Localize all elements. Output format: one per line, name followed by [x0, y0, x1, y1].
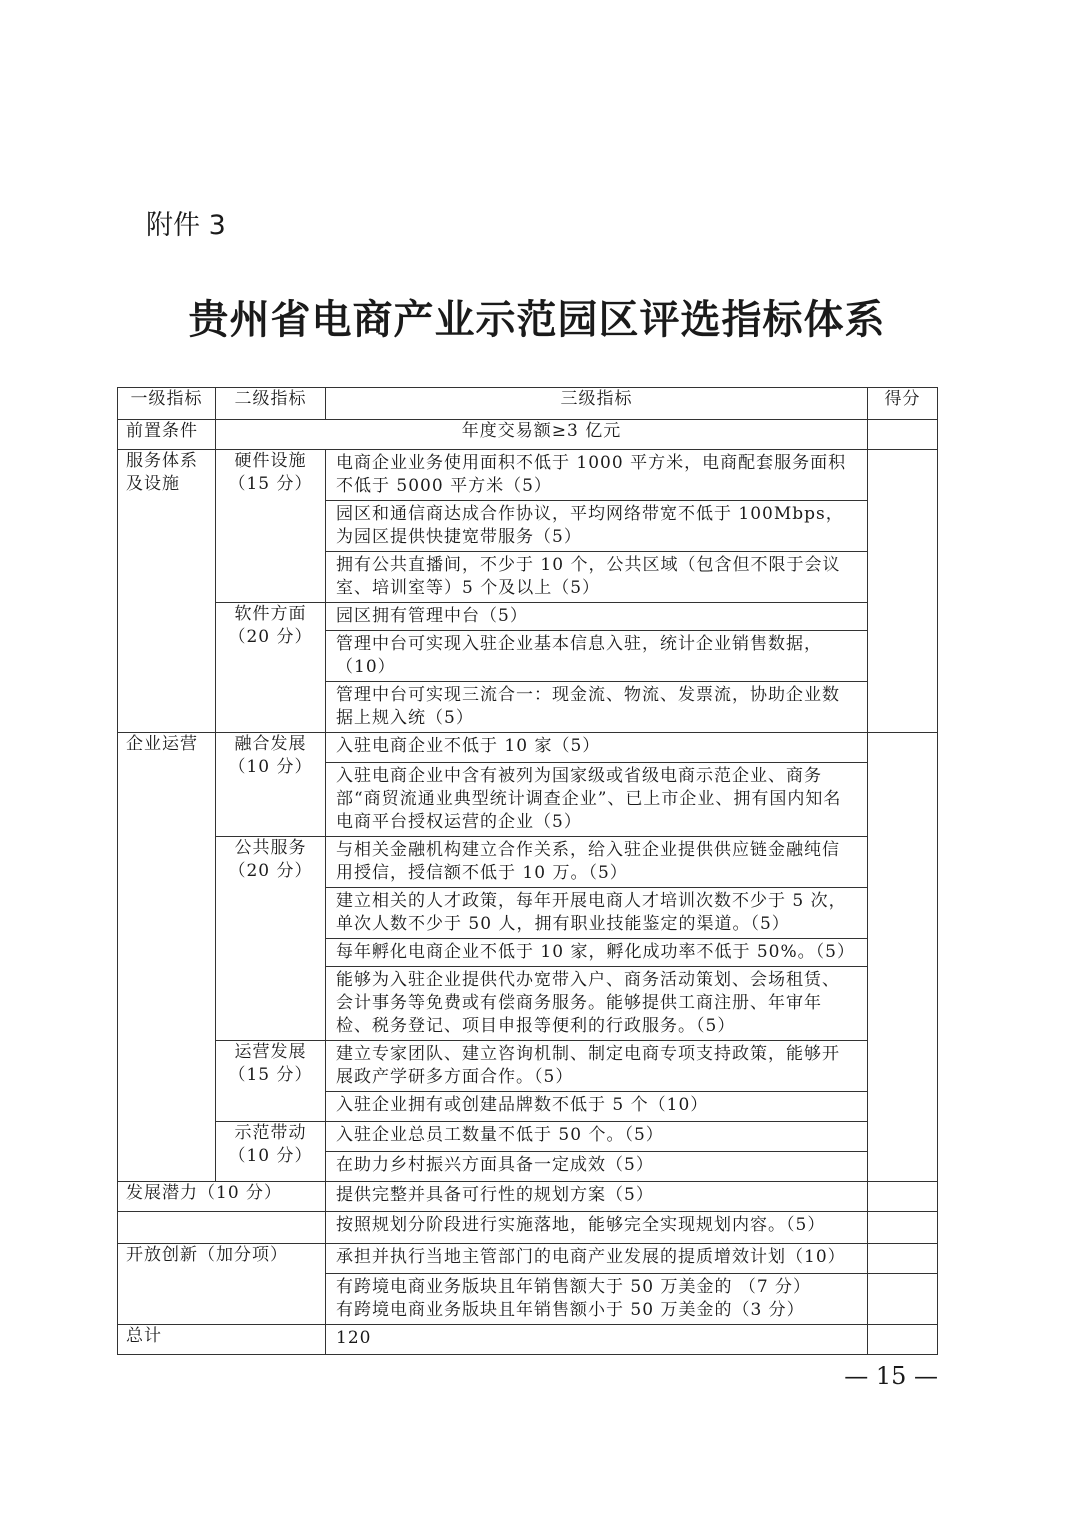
level3-item: 入驻电商企业不低于 10 家（5）: [326, 733, 868, 763]
level2-public-service: 公共服务（20 分）: [216, 837, 326, 1041]
level3-item: 能够为入驻企业提供代办宽带入户、商务活动策划、会场租赁、会计事务等免费或有偿商务服务。能够提供工商注册、年审年检、税务登记、项目申报等便利的行政服务。（5）: [326, 967, 868, 1041]
header-score: 得分: [868, 388, 938, 420]
header-row: [118, 388, 938, 420]
table-row: [118, 1182, 938, 1212]
level3-item: 按照规划分阶段进行实施落地，能够完全实现规划内容。（5）: [326, 1212, 868, 1244]
score-cell: [868, 1182, 938, 1212]
level3-item: 提供完整并具备可行性的规划方案（5）: [326, 1182, 868, 1212]
level3-item: 入驻企业拥有或创建品牌数不低于 5 个（10）: [326, 1092, 868, 1122]
level3-line: 有跨境电商业务版块且年销售额小于 50 万美金的（3 分）: [336, 1300, 805, 1320]
level2-hardware: 硬件设施（15 分）: [216, 450, 326, 603]
table-row: [118, 603, 938, 631]
header-level1: 一级指标: [118, 388, 216, 420]
score-cell: [868, 450, 938, 733]
table-row: [118, 1212, 938, 1244]
level2-demo: 示范带动（10 分）: [216, 1122, 326, 1182]
level1-innovation: 开放创新（加分项）: [118, 1244, 326, 1325]
total-row: [118, 1325, 938, 1355]
total-value: 120: [326, 1325, 868, 1355]
page-title: 贵州省电商产业示范园区评选指标体系: [188, 296, 886, 343]
level3-item: 承担并执行当地主管部门的电商产业发展的提质增效计划（10）: [326, 1244, 868, 1274]
score-cell: [868, 420, 938, 450]
indicator-table: [117, 387, 938, 1355]
table-row: [118, 837, 938, 888]
level3-item: 在助力乡村振兴方面具备一定成效（5）: [326, 1152, 868, 1182]
precondition-label: 前置条件: [118, 420, 216, 450]
score-cell: [868, 1274, 938, 1325]
level3-item-crossborder: [326, 1274, 868, 1325]
level3-item: 拥有公共直播间，不少于 10 个，公共区域（包含但不限于会议室、培训室等）5 个及以上（5）: [326, 552, 868, 603]
empty-cell: [118, 1212, 326, 1244]
table-row: [118, 1041, 938, 1092]
level3-item: 每年孵化电商企业不低于 10 家，孵化成功率不低于 50%。（5）: [326, 939, 868, 967]
header-level3: 三级指标: [326, 388, 868, 420]
header-level2: 二级指标: [216, 388, 326, 420]
level3-item: 建立专家团队、建立咨询机制、制定电商专项支持政策，能够开展政产学研多方面合作。（5）: [326, 1041, 868, 1092]
score-cell: [868, 733, 938, 1182]
page-number: — 15 —: [844, 1362, 938, 1390]
attachment-label: 附件 3: [146, 210, 226, 241]
precondition-value: 年度交易额≥3 亿元: [216, 420, 868, 450]
score-cell: [868, 1244, 938, 1274]
level3-item: 与相关金融机构建立合作关系，给入驻企业提供供应链金融纯信用授信，授信额不低于 10 万。（5）: [326, 837, 868, 888]
level2-ops-dev: 运营发展（15 分）: [216, 1041, 326, 1122]
level1-service: 服务体系及设施: [118, 450, 216, 733]
level2-software: 软件方面（20 分）: [216, 603, 326, 733]
total-label: 总计: [118, 1325, 326, 1355]
level3-line: 有跨境电商业务版块且年销售额大于 50 万美金的 （7 分）: [336, 1277, 812, 1297]
level1-potential: 发展潜力（10 分）: [118, 1182, 326, 1212]
level1-operation: 企业运营: [118, 733, 216, 1182]
table-row: [118, 1122, 938, 1152]
level3-item: 管理中台可实现入驻企业基本信息入驻，统计企业销售数据，（10）: [326, 631, 868, 682]
precondition-row: [118, 420, 938, 450]
level3-item: 园区拥有管理中台（5）: [326, 603, 868, 631]
level3-item: 建立相关的人才政策，每年开展电商人才培训次数不少于 5 次，单次人数不少于 50 人，拥有职业技能鉴定的渠道。（5）: [326, 888, 868, 939]
level3-item: 入驻企业总员工数量不低于 50 个。（5）: [326, 1122, 868, 1152]
level3-item: 管理中台可实现三流合一：现金流、物流、发票流，协助企业数据上规入统（5）: [326, 682, 868, 733]
score-cell: [868, 1325, 938, 1355]
level3-item: 电商企业业务使用面积不低于 1000 平方米，电商配套服务面积不低于 5000 平方米（5）: [326, 450, 868, 501]
table-row: [118, 450, 938, 501]
level3-item: 入驻电商企业中含有被列为国家级或省级电商示范企业、商务部“商贸流通业典型统计调查企业”、已上市企业、拥有国内知名电商平台授权运营的企业（5）: [326, 763, 868, 837]
level3-item: 园区和通信商达成合作协议，平均网络带宽不低于 100Mbps，为园区提供快捷宽带服务（5）: [326, 501, 868, 552]
table-row: [118, 733, 938, 763]
table-row: [118, 1244, 938, 1274]
level2-integration: 融合发展（10 分）: [216, 733, 326, 837]
score-cell: [868, 1212, 938, 1244]
